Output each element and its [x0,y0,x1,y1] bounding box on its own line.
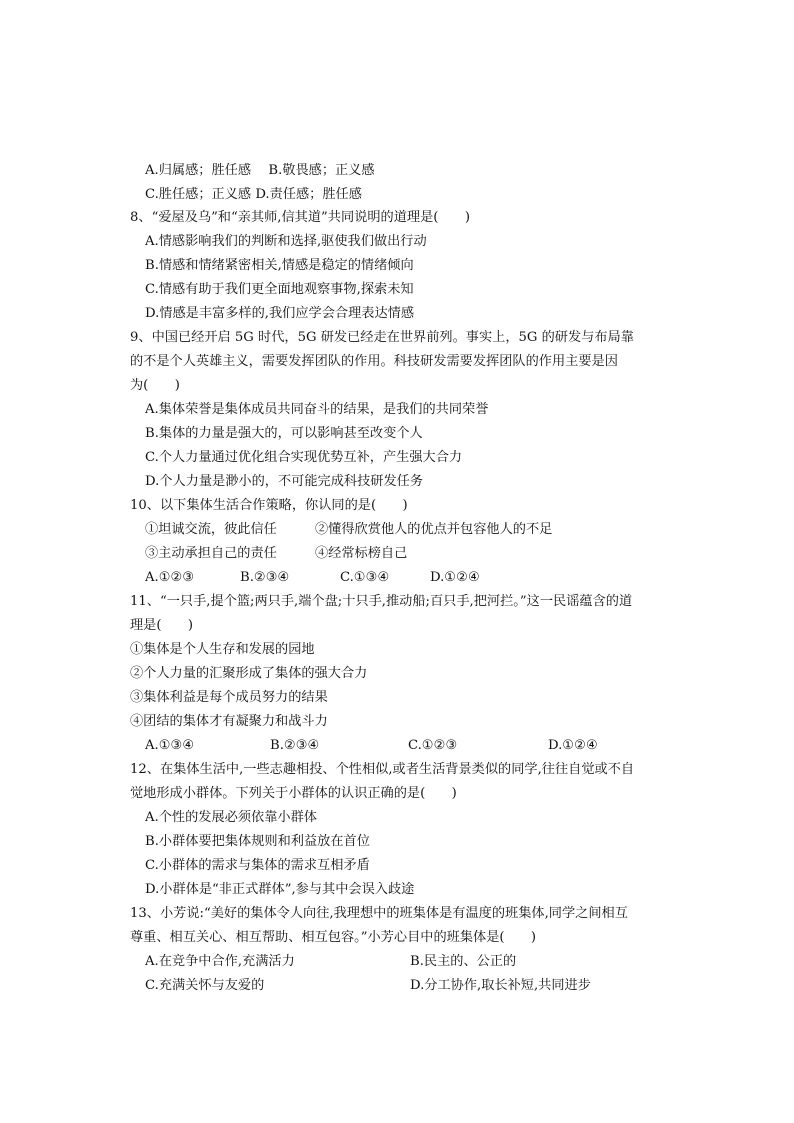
q9-option-d: D.个人力量是渺小的，不可能完成科技研发任务 [145,474,424,489]
q11-choice-a: A.①③④ [145,738,195,753]
q10-choice-a: A.①②③ [145,570,195,585]
q8-option-a: A.情感影响我们的判断和选择,驱使我们做出行动 [145,234,427,249]
q10-item-4: ④经常标榜自己 [315,546,408,561]
q11-item-3: ③集体利益是每个成员努力的结果 [130,690,328,705]
q9-stem-line-1: 9、中国已经开启 5G 时代，5G 研发已经走在世界前列。事实上，5G 的研发与布局靠 [130,330,634,345]
q9-stem-line-2: 的不是个人英雄主义，需要发挥团队的作用。科技研发需要发挥团队的作用主要是因 [130,354,618,369]
q10-item-3: ③主动承担自己的责任 [145,546,277,561]
q11-item-4: ④团结的集体才有凝聚力和战斗力 [130,714,328,729]
q11-stem-line-1: 11、“一只手,提个篮;两只手,端个盘;十只手,推动船;百只手,把河拦。”这一民谣蕴含的道 [130,594,633,609]
q12-option-b: B.小群体要把集体规则和利益放在首位 [145,834,370,849]
q10-choice-d: D.①②④ [430,570,480,585]
q13-stem-line-2: 尊重、相互关心、相互帮助、相互包容。”小芳心目中的班集体是( ) [130,930,537,945]
q10-stem: 10、以下集体生活合作策略，你认同的是( ) [130,498,408,513]
q9-option-b: B.集体的力量是强大的，可以影响甚至改变个人 [145,426,423,441]
q7-options-row-1: A.归属感；胜任感 B.敬畏感；正义感 [145,163,375,178]
q10-item-2: ②懂得欣赏他人的优点并包容他人的不足 [315,522,553,537]
q12-stem-line-1: 12、在集体生活中,一些志趣相投、个性相似,或者生活背景类似的同学,往往自觉或不自 [130,762,635,777]
q10-choice-b: B.②③④ [240,570,290,585]
q11-stem-line-2: 理是( ) [130,618,194,633]
q8-option-d: D.情感是丰富多样的,我们应学会合理表达情感 [145,306,415,321]
q8-stem: 8、“爱屋及乌”和“亲其师,信其道”共同说明的道理是( ) [130,210,470,225]
q12-option-a: A.个性的发展必须依靠小群体 [145,810,317,825]
q8-option-c: C.情感有助于我们更全面地观察事物,探索未知 [145,282,414,297]
q13-option-c: C.充满关怀与友爱的 [145,978,265,993]
q10-item-1: ①坦诚交流，彼此信任 [145,522,277,537]
q12-option-d: D.小群体是“非正式群体”,参与其中会误入歧途 [145,882,415,897]
q11-choice-d: D.①②④ [548,738,598,753]
q9-option-a: A.集体荣誉是集体成员共同奋斗的结果，是我们的共同荣誉 [145,402,489,417]
q13-option-d: D.分工协作,取长补短,共同进步 [410,978,591,993]
q11-choice-c: C.①②③ [408,738,458,753]
q13-option-a: A.在竞争中合作,充满活力 [145,954,295,969]
q13-stem-line-1: 13、小芳说:“美好的集体令人向往,我理想中的班集体是有温度的班集体,同学之间相互 [130,906,628,921]
q11-item-1: ①集体是个人生存和发展的园地 [130,642,315,657]
q11-item-2: ②个人力量的汇聚形成了集体的强大合力 [130,666,368,681]
q7-options-row-2: C.胜任感；正义感 D.责任感；胜任感 [145,187,362,202]
q10-choice-c: C.①③④ [340,570,390,585]
q11-choice-b: B.②③④ [270,738,320,753]
q8-option-b: B.情感和情绪紧密相关,情感是稳定的情绪倾向 [145,258,414,273]
q9-option-c: C.个人力量通过优化组合实现优势互补，产生强大合力 [145,450,463,465]
q12-stem-line-2: 觉地形成小群体。下列关于小群体的认识正确的是( ) [130,786,457,801]
q12-option-c: C.小群体的需求与集体的需求互相矛盾 [145,858,370,873]
q9-stem-line-3: 为( ) [130,378,180,393]
q13-option-b: B.民主的、公正的 [410,954,517,969]
